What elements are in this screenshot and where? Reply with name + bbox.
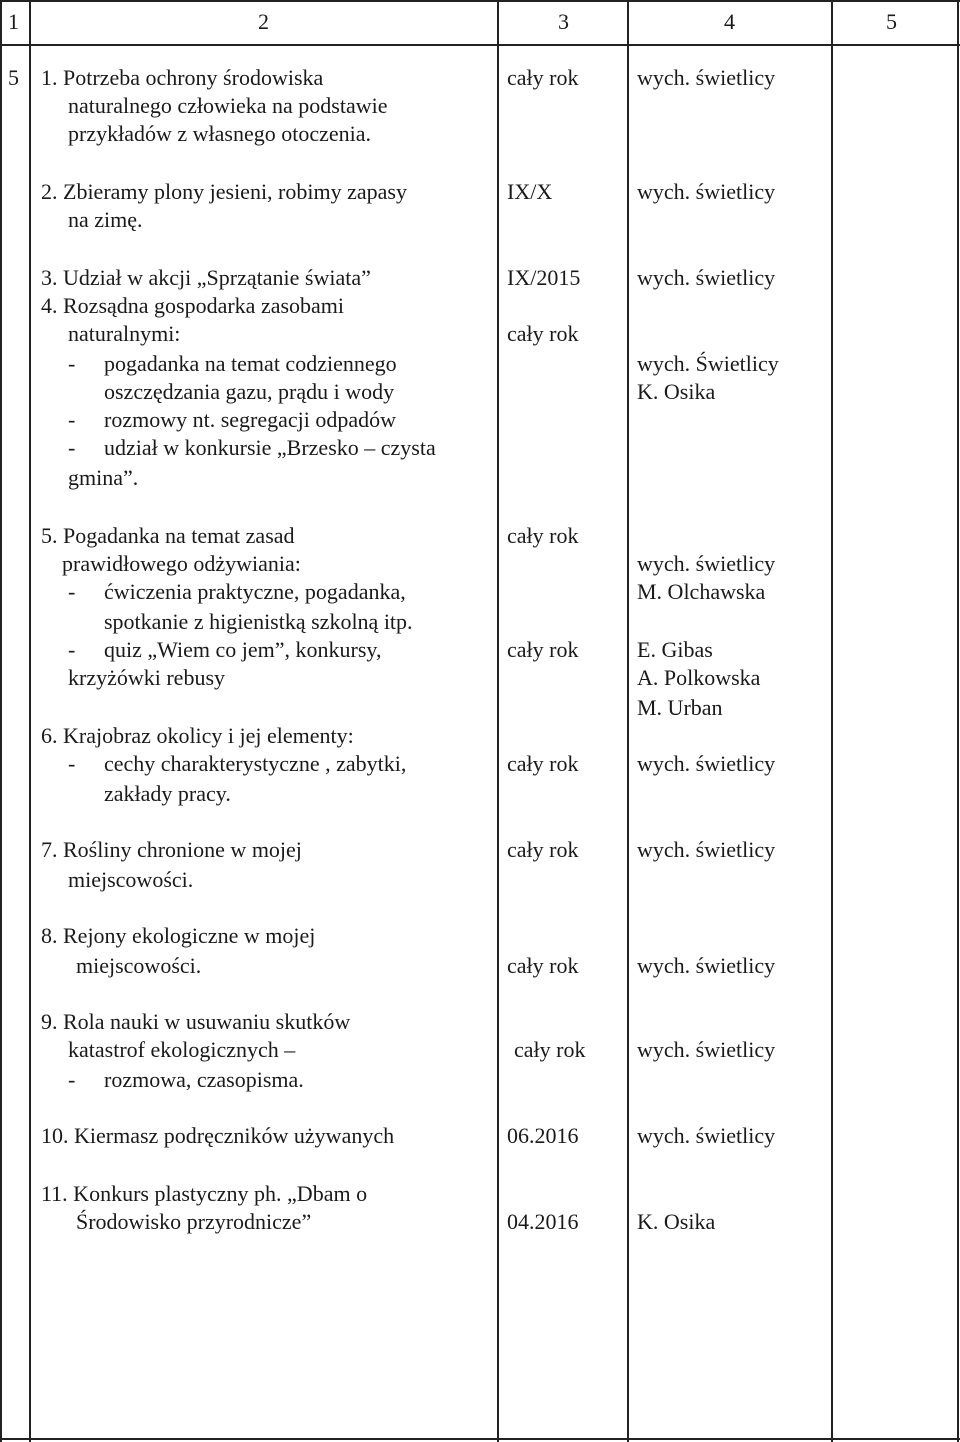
topic-line: rozmowa, czasopisma.	[104, 1067, 304, 1092]
topic-line: 3. Udział w akcji „Sprzątanie świata”	[41, 265, 371, 290]
topic-line: 1. Potrzeba ochrony środowiska	[41, 65, 324, 90]
responsible-cell: wych. świetlicy	[637, 179, 776, 204]
header-cell-4: 4	[724, 9, 735, 34]
topic-line: naturalnego człowieka na podstawie	[68, 93, 388, 118]
responsible-cell: M. Urban	[637, 695, 723, 720]
topic-bullet: -	[68, 751, 76, 776]
column-divider-2	[497, 0, 499, 1442]
topic-line: gmina”.	[68, 465, 139, 490]
topic-line: oszczędzania gazu, prądu i wody	[104, 379, 395, 404]
topic-line: 2. Zbieramy plony jesieni, robimy zapasy	[41, 179, 407, 204]
term-cell: 06.2016	[507, 1123, 579, 1148]
column-divider-3	[627, 0, 629, 1442]
topic-line: rozmowy nt. segregacji odpadów	[104, 407, 397, 432]
term-cell: cały rok	[514, 1037, 586, 1062]
topic-line: 9. Rola nauki w usuwaniu skutków	[41, 1009, 351, 1034]
row-number: 5	[8, 65, 19, 90]
responsible-cell: wych. świetlicy	[637, 953, 776, 978]
responsible-cell: wych. świetlicy	[637, 65, 776, 90]
topic-bullet: -	[68, 579, 76, 604]
term-cell: IX/2015	[507, 265, 581, 290]
topic-bullet: -	[68, 435, 76, 460]
topic-line: naturalnymi:	[68, 321, 181, 346]
topic-line: 5. Pogadanka na temat zasad	[41, 523, 295, 548]
topic-line: 7. Rośliny chronione w mojej	[41, 837, 302, 862]
header-cell-5: 5	[886, 9, 897, 34]
term-cell: 04.2016	[507, 1209, 579, 1234]
term-cell: cały rok	[507, 523, 579, 548]
responsible-cell: wych. świetlicy	[637, 265, 776, 290]
responsible-cell: K. Osika	[637, 1209, 716, 1234]
column-divider-1	[29, 0, 31, 1442]
responsible-cell: wych. świetlicy	[637, 551, 776, 576]
responsible-cell: wych. Świetlicy	[637, 351, 779, 376]
table-border-right	[957, 0, 959, 1442]
responsible-cell: A. Polkowska	[637, 665, 761, 690]
responsible-cell: M. Olchawska	[637, 579, 766, 604]
term-cell: cały rok	[507, 751, 579, 776]
topic-line: udział w konkursie „Brzesko – czysta	[104, 435, 436, 460]
responsible-cell: K. Osika	[637, 379, 716, 404]
topic-line: cechy charakterystyczne , zabytki,	[104, 751, 407, 776]
topic-bullet: -	[68, 637, 76, 662]
table-border-left	[0, 0, 2, 1442]
topic-line: miejscowości.	[68, 867, 194, 892]
header-divider	[0, 44, 960, 46]
topic-line: 11. Konkurs plastyczny ph. „Dbam o	[41, 1181, 368, 1206]
term-cell: cały rok	[507, 637, 579, 662]
topic-line: Środowisko przyrodnicze”	[76, 1209, 312, 1234]
topic-bullet: -	[68, 1067, 76, 1092]
topic-line: 6. Krajobraz okolicy i jej elementy:	[41, 723, 354, 748]
topic-line: 8. Rejony ekologiczne w mojej	[41, 923, 316, 948]
header-cell-2: 2	[258, 9, 269, 34]
topic-line: 4. Rozsądna gospodarka zasobami	[41, 293, 345, 318]
table-border-top	[0, 0, 960, 2]
topic-line: quiz „Wiem co jem”, konkursy,	[104, 637, 382, 662]
topic-line: zakłady pracy.	[104, 781, 231, 806]
term-cell: cały rok	[507, 321, 579, 346]
responsible-cell: wych. świetlicy	[637, 751, 776, 776]
topic-line: miejscowości.	[76, 953, 202, 978]
topic-line: 10. Kiermasz podręczników używanych	[41, 1123, 395, 1148]
column-divider-4	[831, 0, 833, 1442]
responsible-cell: wych. świetlicy	[637, 837, 776, 862]
responsible-cell: wych. świetlicy	[637, 1037, 776, 1062]
term-cell: cały rok	[507, 837, 579, 862]
topic-line: ćwiczenia praktyczne, pogadanka,	[104, 579, 406, 604]
topic-line: katastrof ekologicznych –	[68, 1037, 296, 1062]
topic-line: prawidłowego odżywiania:	[62, 551, 301, 576]
responsible-cell: wych. świetlicy	[637, 1123, 776, 1148]
topic-line: przykładów z własnego otoczenia.	[68, 121, 371, 146]
header-cell-1: 1	[8, 9, 19, 34]
header-cell-3: 3	[558, 9, 569, 34]
term-cell: cały rok	[507, 65, 579, 90]
term-cell: IX/X	[507, 179, 553, 204]
topic-bullet: -	[68, 351, 76, 376]
term-cell: cały rok	[507, 953, 579, 978]
topic-line: na zimę.	[68, 207, 143, 232]
responsible-cell: E. Gibas	[637, 637, 713, 662]
table-border-bottom	[0, 1438, 960, 1440]
topic-line: spotkanie z higienistką szkolną itp.	[104, 609, 413, 634]
topic-line: pogadanka na temat codziennego	[104, 351, 397, 376]
topic-line: krzyżówki rebusy	[68, 665, 226, 690]
topic-bullet: -	[68, 407, 76, 432]
